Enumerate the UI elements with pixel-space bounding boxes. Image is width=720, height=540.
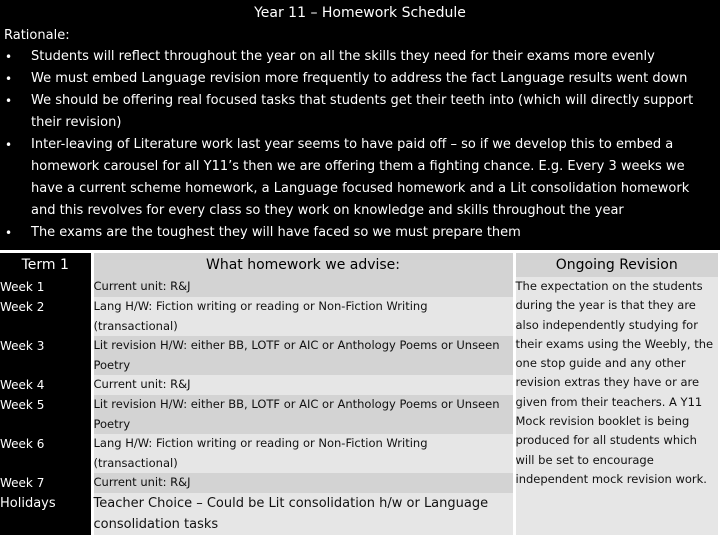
bullet-icon: • [5, 226, 13, 240]
week-label: Week 6 [0, 434, 92, 473]
homework-task: Lit revision H/W: either BB, LOTF or AIC or Anthology Poems or Unseen Poetry [92, 395, 514, 434]
rationale-item-text: We should be offering real focused tasks that students get their teeth into (which will directly support their revision) [31, 93, 694, 130]
bullet-icon: • [5, 72, 13, 86]
homework-task: Lang H/W: Fiction writing or reading or Non-Fiction Writing (transactional) [92, 297, 514, 336]
rationale-item [0, 222, 720, 244]
bullet-icon: • [5, 138, 13, 152]
week-label: Week 5 [0, 395, 92, 434]
week-label: Holidays [0, 493, 92, 535]
table-row [0, 277, 718, 297]
week-label: Week 7 [0, 473, 92, 493]
homework-task: Current unit: R&J [92, 375, 514, 395]
rationale-label: Rationale: [4, 28, 70, 43]
rationale-item-text: Students will reflect throughout the year on all the skills they need for their exams more evenly [31, 49, 655, 64]
table-header-row [0, 253, 718, 277]
week-label: Week 4 [0, 375, 92, 395]
rationale-item [0, 134, 720, 222]
homework-task: Current unit: R&J [92, 473, 514, 493]
rationale-item [0, 68, 720, 90]
homework-task: Lang H/W: Fiction writing or reading or Non-Fiction Writing (transactional) [92, 434, 514, 473]
homework-header: What homework we advise: [92, 253, 514, 277]
homework-task: Lit revision H/W: either BB, LOTF or AIC or Anthology Poems or Unseen Poetry [92, 336, 514, 375]
schedule-table [0, 253, 718, 535]
homework-task: Current unit: R&J [92, 277, 514, 297]
rationale-item-text: The exams are the toughest they will have faced so we must prepare them [31, 225, 521, 240]
homework-task: Teacher Choice – Could be Lit consolidation h/w or Language consolidation tasks [92, 493, 514, 535]
revision-header: Ongoing Revision [514, 253, 718, 277]
bullet-icon: • [5, 50, 13, 64]
rationale-item [0, 90, 720, 134]
rationale-item-text: Inter-leaving of Literature work last year seems to have paid off – so if we develop this to embed a homework carousel for all Y11’s then we are offering them a fighting chance. E.g. Every 3 weeks we have a current scheme homework, a Language focused homework and a Lit consolidation homework and this revolves for every class so they work on knowledge and skills throughout the year [31, 137, 690, 218]
week-label: Week 1 [0, 277, 92, 297]
page-title: Year 11 – Homework Schedule [254, 5, 466, 21]
bullet-icon: • [5, 94, 13, 108]
rationale-list [0, 46, 720, 244]
week-label: Week 2 [0, 297, 92, 336]
rationale-item [0, 46, 720, 68]
rationale-box [0, 0, 720, 250]
ongoing-revision-text: The expectation on the students during the year is that they are also independently studying for their exams using the Weebly, the one stop guide and any other revision extras they have or are given from their teachers. A Y11 Mock revision booklet is being produced for all students which will be set to encourage independent mock revision work. [514, 277, 718, 535]
rationale-item-text: We must embed Language revision more frequently to address the fact Language results went down [31, 71, 688, 86]
week-label: Week 3 [0, 336, 92, 375]
term-header: Term 1 [0, 253, 92, 277]
